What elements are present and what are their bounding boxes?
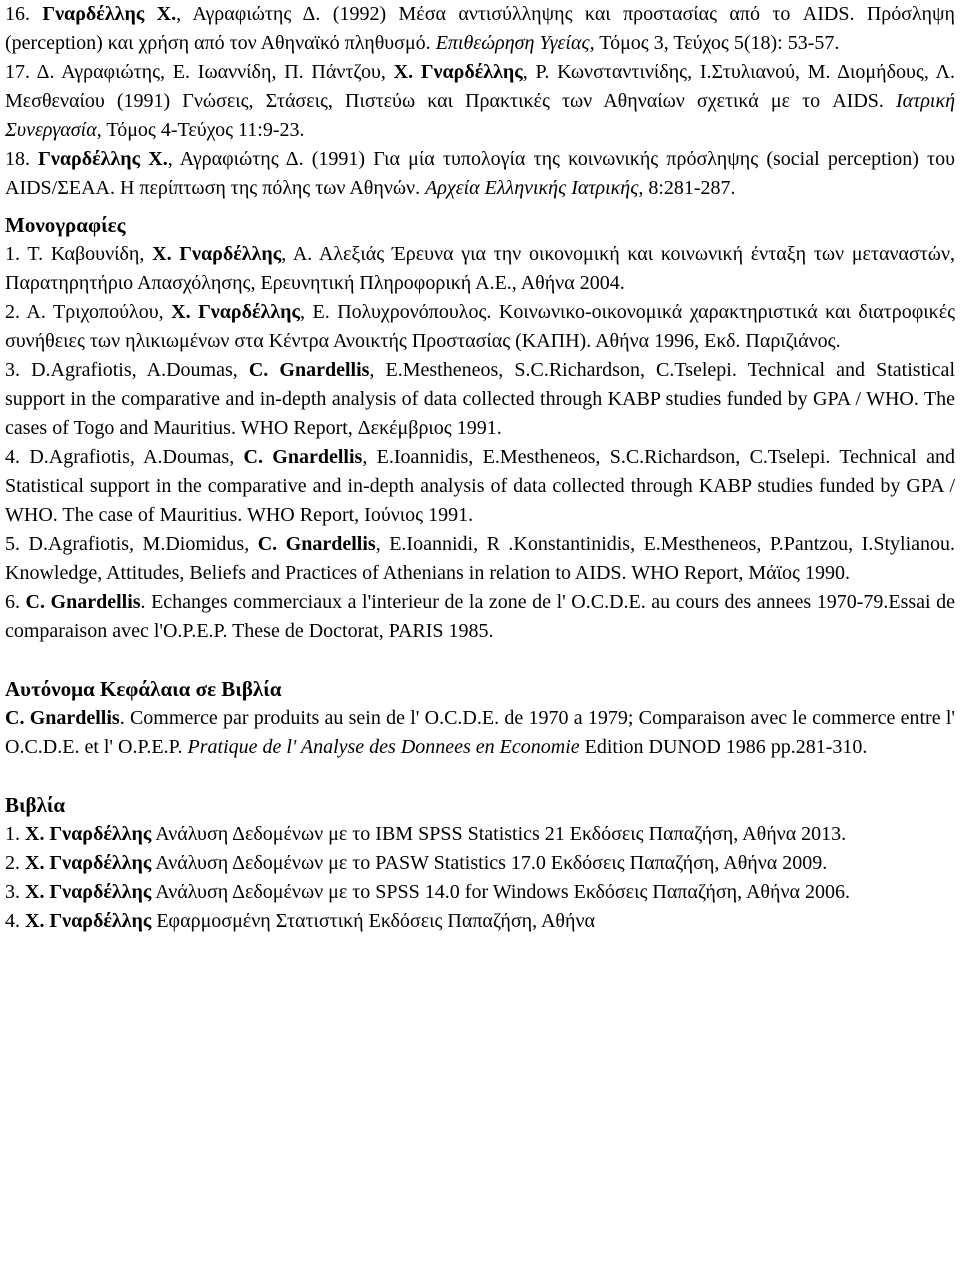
ref-text: , E.Ioannidis, E.Mestheneos, S.C.Richardson, C.Tselepi. Technical and Statistical support in the comparative and in-depth analysis of data collected through KABP studies funded by GPA / WHO. The case of Mauritius. WHO Report, Ιούνιος 1991. [5, 446, 956, 526]
ref-text: , E.Ioannidi, R .Konstantinidis, E.Mestheneos, P.Pantzou, I.Stylianou. Knowledge, Attitudes, Beliefs and Practices of Athenians in relation to AIDS. WHO Report, Μάϊος 1990. [5, 533, 956, 584]
ref-pre: Δ. Αγραφιώτης, Ε. Ιωαννίδη, Π. Πάντζου, [30, 61, 394, 83]
ref-author-bold: Χ. Γναρδέλλης [152, 243, 282, 265]
ref-text: Ανάλυση Δεδομένων με το IBM SPSS Statistics 21 Εκδόσεις Παπαζήση, Αθήνα 2013. [151, 823, 847, 845]
ref-number: 2. [5, 852, 20, 874]
article-ref-16 [5, 0, 955, 58]
ref-text: . Echanges commerciaux a l'interieur de la zone de l' O.C.D.E. au cours des annees 1970-79.Essai de comparaison avec l'O.P.E.P. These de Doctorat, PARIS 1985. [5, 591, 956, 642]
chapter-item [5, 704, 955, 762]
ref-journal: Ιατρική Συνεργασία [5, 90, 955, 141]
ref-number: 18. [5, 148, 30, 170]
ref-author-bold: C. Gnardellis [5, 707, 120, 729]
ref-pre: Τ. Καβουνίδη, [20, 243, 153, 265]
ref-author-bold: Χ. Γναρδέλλης [20, 881, 152, 903]
ref-text: Εφαρμοσμένη Στατιστική Εκδόσεις Παπαζήση, Αθήνα [151, 910, 595, 932]
ref-number: 4. [5, 910, 20, 932]
ref-text: , E.Mestheneos, S.C.Richardson, C.Tselepi. Technical and Statistical support in the comparative and in-depth analysis of data collected through KABP studies funded by GPA / WHO. The cases of Togo and Mauritius. WHO Report, Δεκέμβριος 1991. [5, 359, 955, 439]
ref-number: 6. [5, 591, 20, 613]
ref-text: , Αγραφιώτης Δ. (1992) Μέσα αντισύλληψης και προστασίας από το AIDS. Πρόσληψη (perception) και χρήση από τον Αθηναϊκό πληθυσμό. [5, 3, 955, 54]
ref-number: 4. [5, 446, 20, 468]
ref-author-bold: C. Gnardellis [257, 533, 376, 555]
book-item [5, 849, 955, 878]
ref-number: 5. [5, 533, 20, 555]
ref-pre: D.Agrafiotis, M.Diomidus, [20, 533, 258, 555]
monograph-item [5, 298, 955, 356]
ref-number: 2. [5, 301, 20, 323]
ref-author-bold: Γναρδέλλης Χ. [42, 3, 177, 25]
ref-number: 17. [5, 61, 30, 83]
section-heading-monographs: Μονογραφίες [5, 213, 126, 237]
ref-journal: Αρχεία Ελληνικής Ιατρικής [425, 177, 639, 199]
ref-text: Ανάλυση Δεδομένων με το PASW Statistics 17.0 Εκδόσεις Παπαζήση, Αθήνα 2009. [151, 852, 828, 874]
book-item [5, 878, 955, 907]
ref-book-title: Pratique de l' Analyse des Donnees en Economie [187, 736, 580, 758]
ref-tail: , 8:281-287. [638, 177, 736, 199]
ref-number: 1. [5, 243, 20, 265]
ref-author-bold: Χ. Γναρδέλλης [20, 823, 152, 845]
monograph-item [5, 240, 955, 298]
ref-pre: D.Agrafiotis, A.Doumas, [20, 359, 249, 381]
ref-author-bold: Χ. Γναρδέλλης [393, 61, 523, 83]
ref-author-bold: Χ. Γναρδέλλης [20, 852, 152, 874]
article-ref-18 [5, 145, 955, 203]
ref-number: 16. [5, 3, 30, 25]
article-ref-17 [5, 58, 955, 145]
monograph-item [5, 588, 955, 646]
section-heading-books: Βιβλία [5, 793, 66, 817]
monograph-item [5, 530, 955, 588]
ref-number: 1. [5, 823, 20, 845]
ref-text: , Ε. Πολυχρονόπουλος. Κοινωνικο-οικονομικά χαρακτηριστικά και διατροφικές συνήθειες των ηλικιωμένων στα Κέντρα Ανοικτής Προστασίας (ΚΑΠΗ). Αθήνα 1996, Εκδ. Παριζιάνος. [5, 301, 956, 352]
ref-number: 3. [5, 359, 20, 381]
document-page [5, 0, 955, 936]
ref-author-bold: C. Gnardellis [243, 446, 363, 468]
ref-text: . Commerce par produits au sein de l' O.C.D.E. de 1970 a 1979; Comparaison avec le commerce entre l' O.C.D.E. et l' O.P.E.P. [5, 707, 955, 758]
book-item [5, 907, 955, 936]
ref-text: Ανάλυση Δεδομένων με το SPSS 14.0 for Windows Εκδόσεις Παπαζήση, Αθήνα 2006. [151, 881, 850, 903]
section-heading-chapters: Αυτόνομα Κεφάλαια σε Βιβλία [5, 677, 282, 701]
ref-tail: , Τόμος 4-Τεύχος 11:9-23. [96, 119, 305, 141]
ref-text: , Αγραφιώτης Δ. (1991) Για μία τυπολογία της κοινωνικής πρόσληψης (social perception) του AIDS/ΣΕΑΑ. Η περίπτωση της πόλης των Αθηνών. [5, 148, 955, 199]
ref-tail: Edition DUNOD 1986 pp.281-310. [579, 736, 868, 758]
ref-text: , Ρ. Κωνσταντινίδης, Ι.Στυλιανού, Μ. Διομήδους, Λ. Μεσθεναίου (1991) Γνώσεις, Στάσεις, Πιστεύω και Πρακτικές των Αθηναίων σχετικά με το AIDS. [5, 61, 956, 112]
ref-text: , Α. Αλεξιάς Έρευνα για την οικονομική και κοινωνική ένταξη των μεταναστών, Παρατηρητήριο Απασχόλησης, Ερευνητική Πληροφορική Α.Ε., Αθήνα 2004. [5, 243, 955, 294]
monograph-item [5, 443, 955, 530]
monograph-item [5, 356, 955, 443]
ref-author-bold: C. Gnardellis [25, 591, 141, 613]
book-item [5, 820, 955, 849]
ref-pre: D.Agrafiotis, A.Doumas, [20, 446, 244, 468]
ref-author-bold: C. Gnardellis [248, 359, 370, 381]
ref-tail: Τόμος 3, Τεύχος 5(18): 53-57. [594, 32, 840, 54]
ref-author-bold: Γναρδέλλης Χ. [30, 148, 168, 170]
ref-journal: Επιθεώρηση Υγείας, [435, 32, 595, 54]
ref-author-bold: Χ. Γναρδέλλης [20, 910, 152, 932]
ref-number: 3. [5, 881, 20, 903]
ref-author-bold: Χ. Γναρδέλλης [171, 301, 300, 323]
ref-pre: Α. Τριχοπούλου, [20, 301, 172, 323]
